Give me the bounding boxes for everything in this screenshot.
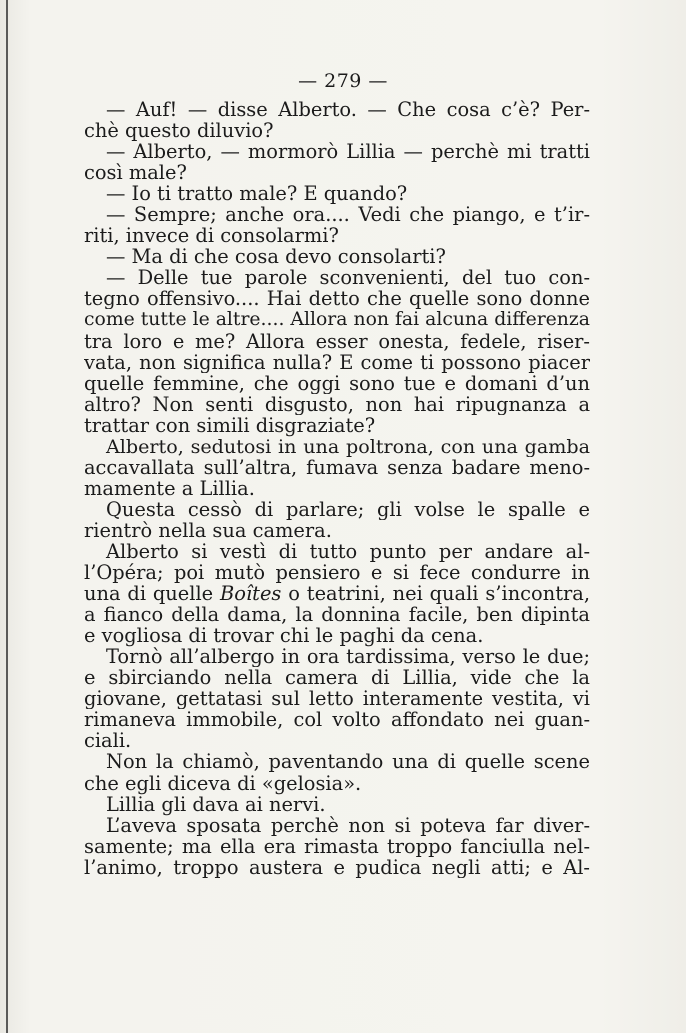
- text-line-content: riti, invece di consolarmi?: [84, 224, 339, 248]
- text-line: [84, 99, 590, 120]
- page-number: — 279 —: [298, 70, 388, 92]
- text-line-content: tegno offensivo.... Hai detto che quelle sono donne: [84, 288, 590, 310]
- text-line: [84, 499, 590, 520]
- text-line: [84, 815, 590, 836]
- text-line: [84, 520, 590, 541]
- text-line: [84, 583, 590, 604]
- text-line-content: — Ma di che cosa devo consolarti?: [106, 245, 446, 269]
- text-line-content: l’Opéra; poi mutò pensiero e si fece condurre in: [84, 562, 590, 584]
- text-line-content: L’aveva sposata perchè non si poteva far diver-: [106, 814, 590, 836]
- text-line: [84, 646, 590, 667]
- text-line-content: — Sempre; anche ora.... Vedi che piango, e t’ir-: [106, 204, 590, 226]
- text-line: [84, 773, 590, 794]
- text-line: [84, 751, 590, 772]
- text-line: [84, 141, 590, 162]
- text-line-content: una di quelle: [84, 583, 214, 605]
- text-line-content: e vogliosa di trovar chi le paghi da cena.: [84, 624, 484, 648]
- text-line: [84, 730, 590, 751]
- text-line-content: chè questo diluvio?: [84, 119, 274, 143]
- text-line-content: tra loro e me? Allora esser onesta, fedele, riser-: [84, 330, 590, 352]
- text-line-content: — Io ti tratto male? E quando?: [106, 182, 408, 206]
- text-line-content: che egli diceva di «gelosia».: [84, 771, 362, 795]
- text-line-content: Alberto si vestì di tutto punto per andare al-: [106, 540, 590, 563]
- text-line: [84, 120, 590, 141]
- text-line: [84, 373, 590, 394]
- text-line: [84, 183, 590, 204]
- text-line: [84, 857, 590, 878]
- text-line: [84, 331, 590, 352]
- text-line-content: altro? Non senti disgusto, non hai ripugnanza a: [84, 393, 590, 415]
- italic-word: Boîtes: [220, 583, 282, 605]
- text-line-content: o teatrini, nei quali s’incontra,: [288, 583, 590, 605]
- text-line: [84, 394, 590, 415]
- text-line: [84, 288, 590, 309]
- text-line: [84, 478, 590, 499]
- text-line: [84, 204, 590, 225]
- text-line-content: Questa cessò di parlare; gli volse le spalle e: [106, 498, 590, 520]
- text-line: [84, 162, 590, 183]
- text-line: [84, 688, 590, 709]
- text-line-content: accavallata sull’altra, fumava senza badare meno-: [84, 456, 590, 478]
- text-line: [84, 309, 590, 330]
- binding-edge: [6, 0, 8, 1033]
- text-line: [84, 667, 590, 688]
- text-line-content: e sbirciando nella camera di Lillia, vide che la: [84, 667, 590, 689]
- text-line: [84, 562, 590, 583]
- text-line: [84, 457, 590, 478]
- text-line-content: rientrò nella sua camera.: [84, 518, 332, 542]
- text-line: [84, 246, 590, 267]
- text-line: [84, 415, 590, 436]
- text-line: [84, 267, 590, 288]
- text-line: [84, 794, 590, 815]
- text-line-content: Alberto, sedutosi in una poltrona, con una gamba: [106, 435, 590, 457]
- text-line-content: come tutte le altre.... Allora non fai alcuna differenza: [84, 309, 590, 331]
- text-line: [84, 352, 590, 373]
- text-line: [84, 436, 590, 457]
- text-line: [84, 225, 590, 246]
- text-line-content: Lillia gli dava ai nervi.: [106, 792, 326, 816]
- text-line-content: — Delle tue parole sconvenienti, del tuo con-: [106, 267, 590, 289]
- text-line-content: vata, non significa nulla? E come ti possono piacer: [84, 351, 590, 373]
- body-text: [84, 99, 590, 878]
- text-line: [84, 625, 590, 646]
- text-line: [84, 541, 590, 562]
- text-line-content: trattar con simili disgraziate?: [84, 413, 376, 437]
- text-line-content: mamente a Lillia.: [84, 476, 255, 500]
- text-line-content: Non la chiamò, paventando una di quelle scene: [106, 751, 590, 773]
- text-line-content: l’animo, troppo austera e pudica negli atti; e Al-: [84, 856, 590, 878]
- text-line-content: samente; ma ella era rimasta troppo fanciulla nel-: [84, 835, 590, 857]
- text-line-content: a fianco della dama, la donnina facile, ben dipinta: [84, 604, 590, 626]
- text-line-content: quelle femmine, che oggi sono tue e domani d’un: [84, 372, 590, 394]
- text-line: [84, 709, 590, 730]
- text-line-content: ciali.: [84, 729, 132, 753]
- text-line: [84, 604, 590, 625]
- text-line-content: rimaneva immobile, col volto affondato nei guan-: [84, 709, 590, 731]
- text-line-content: giovane, gettatasi sul letto interamente vestita, vi: [84, 688, 590, 710]
- text-line-content: così male?: [84, 161, 187, 185]
- text-line-content: Tornò all’albergo in ora tardissima, verso le due;: [106, 646, 590, 668]
- text-line-content: — Auf! — disse Alberto. — Che cosa c’è? Per-: [106, 99, 590, 121]
- text-line: [84, 836, 590, 857]
- text-line-content: — Alberto, — mormorò Lillia — perchè mi tratti: [106, 141, 590, 163]
